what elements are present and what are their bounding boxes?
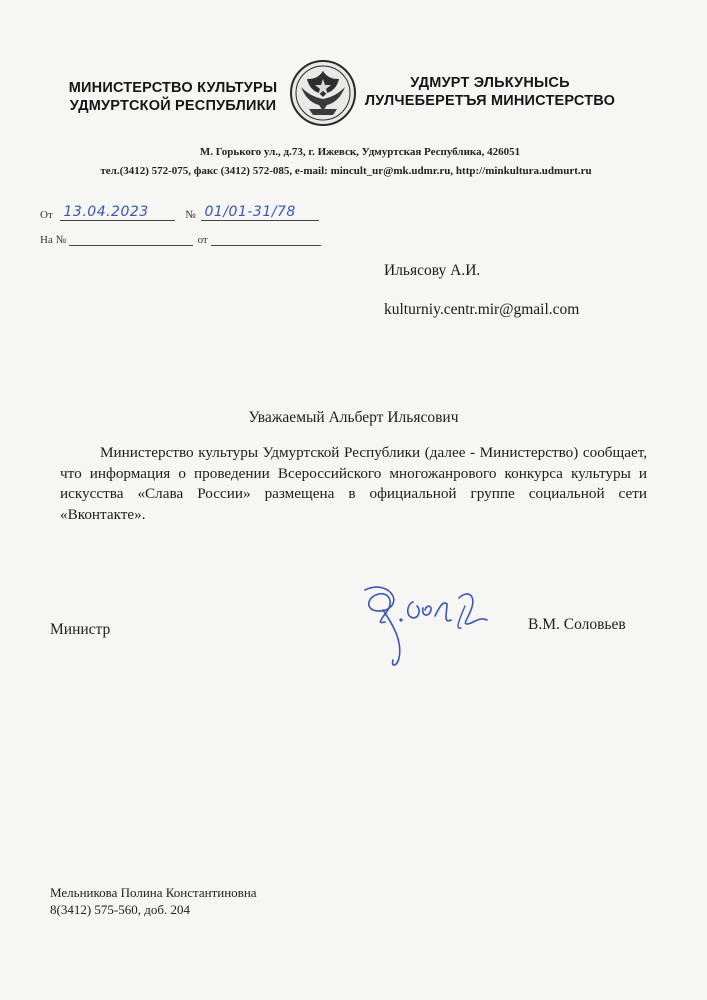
registration-date-row bbox=[40, 204, 319, 221]
ministry-name-udmurt bbox=[360, 74, 620, 110]
executor-name: Мельникова Полина Константиновна bbox=[50, 885, 257, 900]
salutation: Уважаемый Альберт Ильясович bbox=[248, 409, 459, 426]
handwritten-number: 01/01-31/78 bbox=[204, 204, 296, 220]
number-field bbox=[201, 204, 319, 221]
reference-date-field bbox=[211, 233, 321, 246]
signatory-position: Министр bbox=[50, 621, 111, 638]
reference-number-label: На № bbox=[40, 234, 67, 246]
ministry-name-udmurt-line1: УДМУРТ ЭЛЬКУНЫСЬ bbox=[410, 75, 570, 91]
handwritten-signature bbox=[355, 580, 495, 675]
number-label: № bbox=[185, 209, 196, 221]
letter-body: Министерство культуры Удмуртской Республики (далее - Министерство) сообщает, что информация о проведении Всероссийского многожанрового конкурса культуры и искусства «Слава России» размещена в официальной группе социальной сети «Вконтакте». bbox=[60, 444, 647, 523]
ministry-name-line2: УДМУРТСКОЙ РЕСПУБЛИКИ bbox=[69, 98, 277, 114]
reference-from-label: от bbox=[197, 234, 208, 246]
recipient-name: Ильясову А.И. bbox=[384, 262, 481, 279]
executor-phone: 8(3412) 575-560, доб. 204 bbox=[50, 902, 190, 917]
ministry-contacts: тел.(3412) 572-075, факс (3412) 572-085, e-mail: mincult_ur@mk.udmr.ru, http://minkultura.udmurt.ru bbox=[100, 165, 592, 177]
executor-block bbox=[50, 884, 257, 918]
ministry-name-line1: МИНИСТЕРСТВО КУЛЬТУРЫ bbox=[68, 80, 278, 96]
recipient-email: kulturniy.centr.mir@gmail.com bbox=[384, 301, 580, 318]
date-field bbox=[60, 204, 175, 221]
ministry-name-russian bbox=[58, 79, 288, 115]
handwritten-date: 13.04.2023 bbox=[63, 204, 149, 220]
ministry-name-udmurt-line2: ЛУЛЧЕБЕРЕТЪЯ МИНИСТЕРСТВО bbox=[364, 93, 616, 109]
reference-row bbox=[40, 233, 321, 246]
from-label: От bbox=[40, 209, 53, 221]
signatory-name: В.М. Соловьев bbox=[528, 616, 626, 633]
coat-of-arms-emblem bbox=[289, 57, 357, 129]
reference-number-field bbox=[69, 233, 193, 246]
ministry-address: М. Горького ул., д.73, г. Ижевск, Удмуртская Республика, 426051 bbox=[199, 146, 521, 158]
